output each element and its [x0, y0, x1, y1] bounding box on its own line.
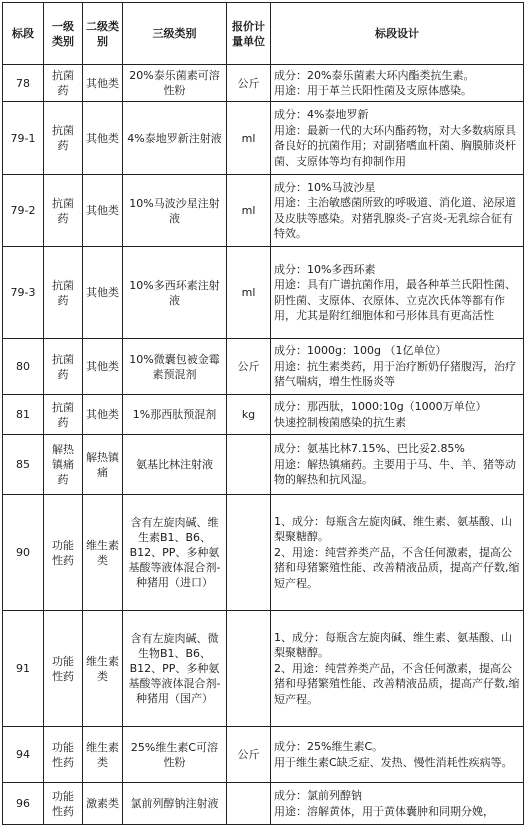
design-line: 用于维生素C缺乏症、发热、慢性消耗性疾病等。 — [274, 755, 513, 769]
cell-section: 96 — [3, 783, 44, 825]
design-line: 成分：20%泰乐菌素大环内酯类抗生素。 — [274, 68, 475, 82]
design-line: 成分：25%维生素C。 — [274, 740, 384, 753]
table-row — [3, 102, 524, 175]
cell-category-2: 其他类 — [83, 339, 123, 395]
cell-category-1: 解热镇痛药 — [44, 435, 83, 495]
design-line: 用途：最新一代的大环内酯药物，对大多数病原具备良好的抗菌作用；对副猪嗜血杆菌、胸膜肺炎杆菌、支原体等均有抑制作用 — [274, 123, 516, 168]
cell-category-1: 抗菌药 — [44, 175, 83, 247]
cell-design — [271, 102, 524, 175]
design-line: 成分：1000g：100g （1亿单位） — [274, 344, 447, 358]
design-line: 成分：那西肽，1000:10g（1000万单位） — [274, 400, 487, 413]
cell-section: 78 — [3, 65, 44, 102]
cell-category-3: 25%维生素C可溶性粉 — [123, 727, 227, 783]
cell-design — [271, 65, 524, 102]
design-line: 成分：氯前列醇钠 — [274, 789, 362, 802]
cell-category-1: 功能性药 — [44, 611, 83, 727]
drug-tender-table — [2, 2, 524, 825]
table-row — [3, 395, 524, 435]
cell-unit — [227, 435, 271, 495]
cell-category-3: 4%泰地罗新注射液 — [123, 102, 227, 175]
cell-design — [271, 395, 524, 435]
design-line: 用途：具有广谱抗菌作用，最各种革兰氏阳性菌、阴性菌、支原体、衣原体、立克次氏体等都有作用，尤其是附红细胞体和弓形体具有更高活性 — [274, 278, 516, 322]
cell-design — [271, 435, 524, 495]
cell-category-2: 其他类 — [83, 247, 123, 339]
cell-category-2: 激素类 — [83, 783, 123, 825]
cell-unit: 公斤 — [227, 65, 271, 102]
table-row — [3, 495, 524, 611]
design-line: 1、成分：每瓶含左旋肉碱、维生素、氨基酸、山梨聚糖醇。 — [274, 630, 512, 660]
cell-category-3: 1%那西肽预混剂 — [123, 395, 227, 435]
design-line: 用途：抗生素类药，用于治疗断奶仔猪腹泻，治疗猪气喘病，增生性肠炎等 — [274, 359, 516, 389]
table-row — [3, 435, 524, 495]
header-row — [3, 3, 524, 65]
cell-unit: ml — [227, 102, 271, 175]
cell-category-2: 解热镇痛 — [83, 435, 123, 495]
cell-category-3: 含有左旋肉碱、微生物B1、B6、B12、PP、多种氨基酸等液体混合剂-种猪用（国产） — [123, 611, 227, 727]
header-section: 标段 — [3, 3, 44, 65]
cell-category-1: 功能性药 — [44, 727, 83, 783]
cell-section: 90 — [3, 495, 44, 611]
cell-category-3: 含有左旋肉碱、维生素B1、B6、B12、PP、多种氨基酸等液体混合剂-种猪用（进口） — [123, 495, 227, 611]
cell-design — [271, 175, 524, 247]
cell-unit: 公斤 — [227, 727, 271, 783]
table-row — [3, 65, 524, 102]
cell-design — [271, 727, 524, 783]
cell-category-1: 功能性药 — [44, 783, 83, 825]
cell-unit: ml — [227, 247, 271, 339]
cell-design — [271, 339, 524, 395]
cell-category-3: 10%微囊包被金霉素预混剂 — [123, 339, 227, 395]
cell-unit — [227, 783, 271, 825]
header-unit: 报价计量单位 — [227, 3, 271, 65]
cell-category-3: 氨基比林注射液 — [123, 435, 227, 495]
cell-unit — [227, 611, 271, 727]
cell-section: 85 — [3, 435, 44, 495]
cell-category-1: 抗菌药 — [44, 65, 83, 102]
cell-category-3: 10%马波沙星注射液 — [123, 175, 227, 247]
table-row — [3, 727, 524, 783]
cell-design — [271, 247, 524, 339]
table-row — [3, 175, 524, 247]
cell-category-3: 氯前列醇钠注射液 — [123, 783, 227, 825]
cell-category-3: 20%泰乐菌素可溶性粉 — [123, 65, 227, 102]
cell-design — [271, 783, 524, 825]
header-category-1: 一级类别 — [44, 3, 83, 65]
cell-category-2: 维生素类 — [83, 611, 123, 727]
design-line: 用途：用于革兰氏阳性菌及支原体感染。 — [274, 84, 472, 97]
cell-section: 79-2 — [3, 175, 44, 247]
cell-section: 80 — [3, 339, 44, 395]
cell-category-1: 抗菌药 — [44, 247, 83, 339]
header-design: 标段设计 — [271, 3, 524, 65]
cell-category-1: 抗菌药 — [44, 395, 83, 435]
cell-section: 79-1 — [3, 102, 44, 175]
cell-section: 94 — [3, 727, 44, 783]
cell-category-2: 其他类 — [83, 102, 123, 175]
design-line: 成分：4%泰地罗新 — [274, 108, 369, 121]
design-line: 2、用途：纯营养类产品，不含任何激素，提高公猪和母猪繁殖性能、改善精液品质，提高产仔数,缩短产程。 — [274, 545, 520, 590]
cell-category-2: 其他类 — [83, 65, 123, 102]
cell-category-2: 其他类 — [83, 175, 123, 247]
cell-section: 91 — [3, 611, 44, 727]
table-row — [3, 783, 524, 825]
design-line: 成分：氨基比林7.15%、巴比妥2.85% — [274, 442, 465, 456]
design-line: 用途：解热镇痛药。主要用于马、牛、羊、猪等动物的解热和抗风湿。 — [274, 457, 516, 487]
table-row — [3, 611, 524, 727]
cell-category-1: 功能性药 — [44, 495, 83, 611]
cell-category-1: 抗菌药 — [44, 339, 83, 395]
design-line: 快速控制梭菌感染的抗生素 — [274, 415, 406, 429]
cell-design — [271, 495, 524, 611]
header-category-3: 三级类别 — [123, 3, 227, 65]
design-line: 1、成分：每瓶含左旋肉碱、维生素、氨基酸、山梨聚糖醇。 — [274, 514, 512, 544]
design-line: 成分：10%多西环素 — [274, 262, 376, 276]
design-line: 用途：主治敏感菌所致的呼吸道、消化道、泌尿道及皮肤等感染。对猪乳腺炎-子宫炎-无乳综合征有特效。 — [274, 196, 516, 240]
cell-category-2: 维生素类 — [83, 727, 123, 783]
cell-category-2: 其他类 — [83, 395, 123, 435]
design-line: 成分：10%马波沙星 — [274, 180, 376, 194]
cell-section: 79-3 — [3, 247, 44, 339]
cell-unit: 公斤 — [227, 339, 271, 395]
cell-unit: kg — [227, 395, 271, 435]
design-line: 2、用途：纯营养类产品，不含任何激素，提高公猪和母猪繁殖性能、改善精液品质，提高产仔数,缩短产程。 — [274, 661, 520, 706]
cell-category-3: 10%多西环素注射液 — [123, 247, 227, 339]
cell-design — [271, 611, 524, 727]
table-row — [3, 247, 524, 339]
cell-unit — [227, 495, 271, 611]
table-row — [3, 339, 524, 395]
cell-section: 81 — [3, 395, 44, 435]
cell-category-2: 维生素类 — [83, 495, 123, 611]
design-line: 用途：溶解黄体，用于黄体囊肿和同期分娩， — [274, 804, 494, 818]
header-category-2: 二级类别 — [83, 3, 123, 65]
cell-unit: ml — [227, 175, 271, 247]
cell-category-1: 抗菌药 — [44, 102, 83, 175]
